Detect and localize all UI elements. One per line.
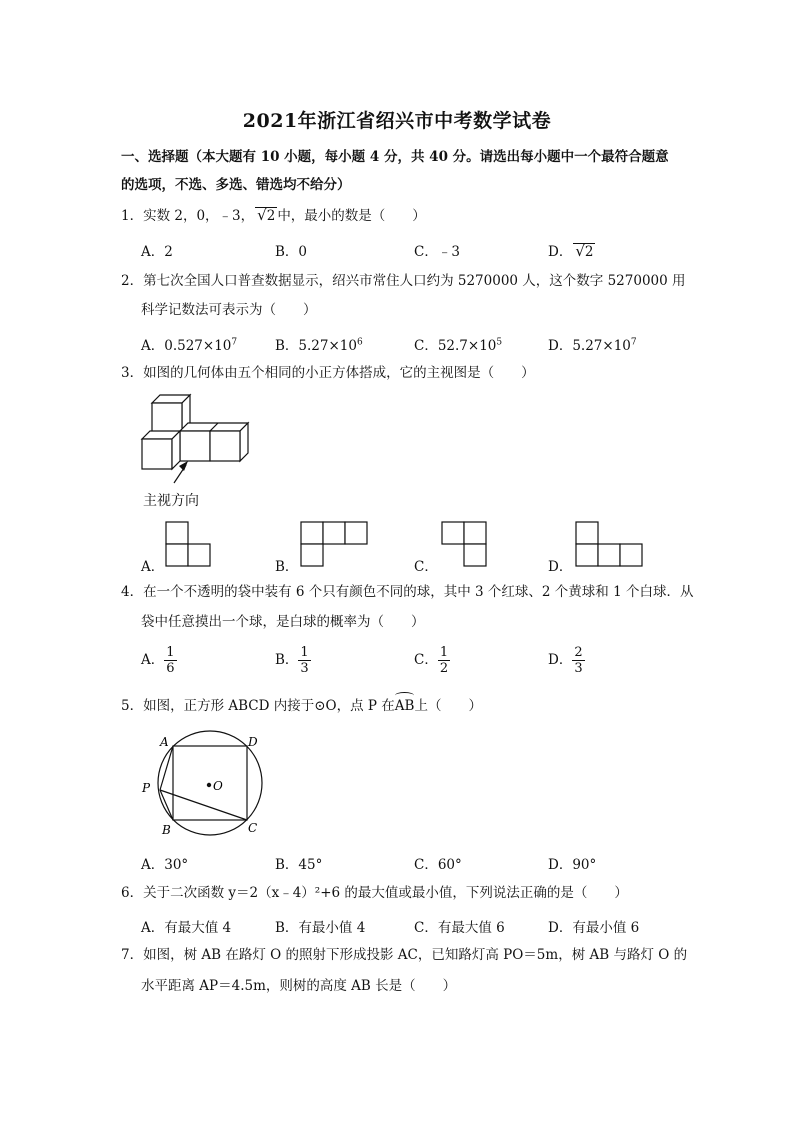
q5-label-c: C (248, 821, 258, 835)
question-4-line2: 袋中任意摸出一个球，是白球的概率为（ ） (141, 614, 425, 630)
question-2-line2: 科学记数法可表示为（ ） (141, 302, 317, 318)
q4-option-a[interactable] (141, 645, 177, 676)
q6-option-d[interactable]: D．有最小值 6 (548, 920, 640, 936)
question-3-stem: 3．如图的几何体由五个相同的小正方体搭成，它的主视图是（ ） (121, 365, 535, 381)
q3-option-a-figure (164, 520, 216, 568)
q2-b-label: B．5.27×10 (275, 338, 357, 354)
q5-label-o: O (213, 779, 223, 793)
q6-option-c[interactable]: C．有最大值 6 (414, 920, 505, 936)
question-1-stem (121, 207, 426, 225)
q4-d-num: 2 (574, 645, 583, 660)
q4-d-den: 3 (574, 661, 583, 676)
q3-option-c-figure (440, 520, 492, 568)
q4-d-fraction (572, 645, 584, 676)
q3-option-c[interactable]: C． (414, 559, 438, 575)
q5-option-c[interactable]: C．60° (414, 857, 462, 873)
q1-stem-after: 中，最小的数是（ ） (277, 208, 426, 224)
q4-c-label: C． (414, 652, 438, 668)
q4-option-c[interactable] (414, 645, 450, 676)
question-4-line1: 4．在一个不透明的袋中装有 6 个只有颜色不同的球，其中 3 个红球、2 个黄球和 1 个白球．从 (121, 584, 694, 600)
q2-c-exp: 5 (496, 337, 503, 348)
q4-a-den: 6 (166, 661, 175, 676)
q2-d-label: D．5.27×10 (548, 338, 631, 354)
q2-option-a[interactable] (141, 334, 237, 354)
q1-option-b[interactable]: B．0 (275, 244, 308, 260)
q5-label-a: A (160, 735, 169, 749)
q1-option-c[interactable]: C．﹣3 (414, 244, 460, 260)
q5-label-b: B (162, 823, 171, 837)
q3-option-b[interactable]: B． (275, 559, 299, 575)
q6-option-b[interactable]: B．有最小值 4 (275, 920, 366, 936)
question-6-stem: 6．关于二次函数 y＝2（x﹣4）²+6 的最大值或最小值，下列说法正确的是（ ） (121, 885, 628, 901)
q4-b-fraction (298, 645, 310, 676)
question-7-line2: 水平距离 AP＝4.5m，则树的高度 AB 长是（ ） (141, 978, 457, 994)
section-header-line1: 一、选择题（本大题有 10 小题，每小题 4 分，共 40 分。请选出每小题中一个最符合题意 (121, 149, 669, 165)
q1-stem-before: 1．实数 2，0，﹣3， (121, 208, 255, 224)
q2-option-d[interactable] (548, 334, 637, 354)
q2-b-exp: 6 (356, 337, 363, 348)
q4-b-num: 1 (300, 645, 309, 660)
question-7-line1: 7．如图，树 AB 在路灯 O 的照射下形成投影 AC，已知路灯高 PO＝5m，树 AB 与路灯 O 的 (121, 947, 688, 963)
q1-option-d-sqrt-value: 2 (584, 244, 594, 260)
question-5-stem (121, 694, 482, 715)
q5-square (173, 746, 247, 820)
q5-stem-after: 上（ ） (414, 698, 482, 714)
q5-arc-ab: AB (395, 694, 415, 715)
q4-c-den: 2 (439, 661, 449, 676)
q2-a-label: A．0.527×10 (141, 338, 232, 354)
q5-label-p: P (142, 781, 151, 795)
question-2-line1: 2．第七次全国人口普查数据显示，绍兴市常住人口约为 5270000 人，这个数字 5270000 用 (121, 273, 686, 289)
q1-option-d-label: D． (548, 244, 573, 260)
q2-a-exp: 7 (231, 337, 238, 348)
q3-solid-figure (138, 393, 250, 493)
q2-c-label: C．52.7×10 (414, 338, 497, 354)
q5-option-a[interactable]: A．30° (141, 857, 189, 873)
q1-sqrt-value: 2 (266, 208, 276, 224)
q4-option-b[interactable] (275, 645, 311, 676)
q2-option-b[interactable] (275, 334, 363, 354)
q4-c-fraction (438, 645, 450, 676)
q4-option-d[interactable] (548, 645, 585, 676)
q3-option-d[interactable]: D． (548, 559, 573, 575)
q4-b-den: 3 (300, 661, 309, 676)
q4-a-num: 1 (166, 645, 175, 660)
q2-option-c[interactable] (414, 334, 502, 354)
q1-sqrt: √2 (257, 206, 276, 224)
q4-c-num: 1 (439, 645, 449, 660)
q5-option-b[interactable]: B．45° (275, 857, 323, 873)
q3-option-a[interactable]: A． (141, 559, 165, 575)
q4-a-label: A． (141, 652, 165, 668)
q5-stem-before: 5．如图，正方形 ABCD 内接于⊙O，点 P 在 (121, 698, 395, 714)
q1-option-d[interactable] (548, 240, 595, 260)
q4-b-label: B． (275, 652, 299, 668)
page-title: 2021年浙江省绍兴市中考数学试卷 (242, 110, 552, 132)
q1-option-d-sqrt: √2 (575, 242, 594, 260)
q4-a-fraction (164, 645, 176, 676)
q5-label-d: D (248, 735, 258, 749)
q6-option-a[interactable]: A．有最大值 4 (141, 920, 232, 936)
q3-option-d-figure (574, 520, 648, 568)
q4-d-label: D． (548, 652, 573, 668)
q5-circle-figure (138, 728, 270, 840)
section-header-line2: 的选项，不选、多选、错选均不给分） (121, 177, 351, 193)
q2-d-exp: 7 (630, 337, 637, 348)
q3-option-b-figure (299, 520, 373, 568)
q3-view-direction-label: 主视方向 (143, 493, 199, 509)
q1-option-a[interactable]: A．2 (141, 244, 173, 260)
q5-option-d[interactable]: D．90° (548, 857, 597, 873)
